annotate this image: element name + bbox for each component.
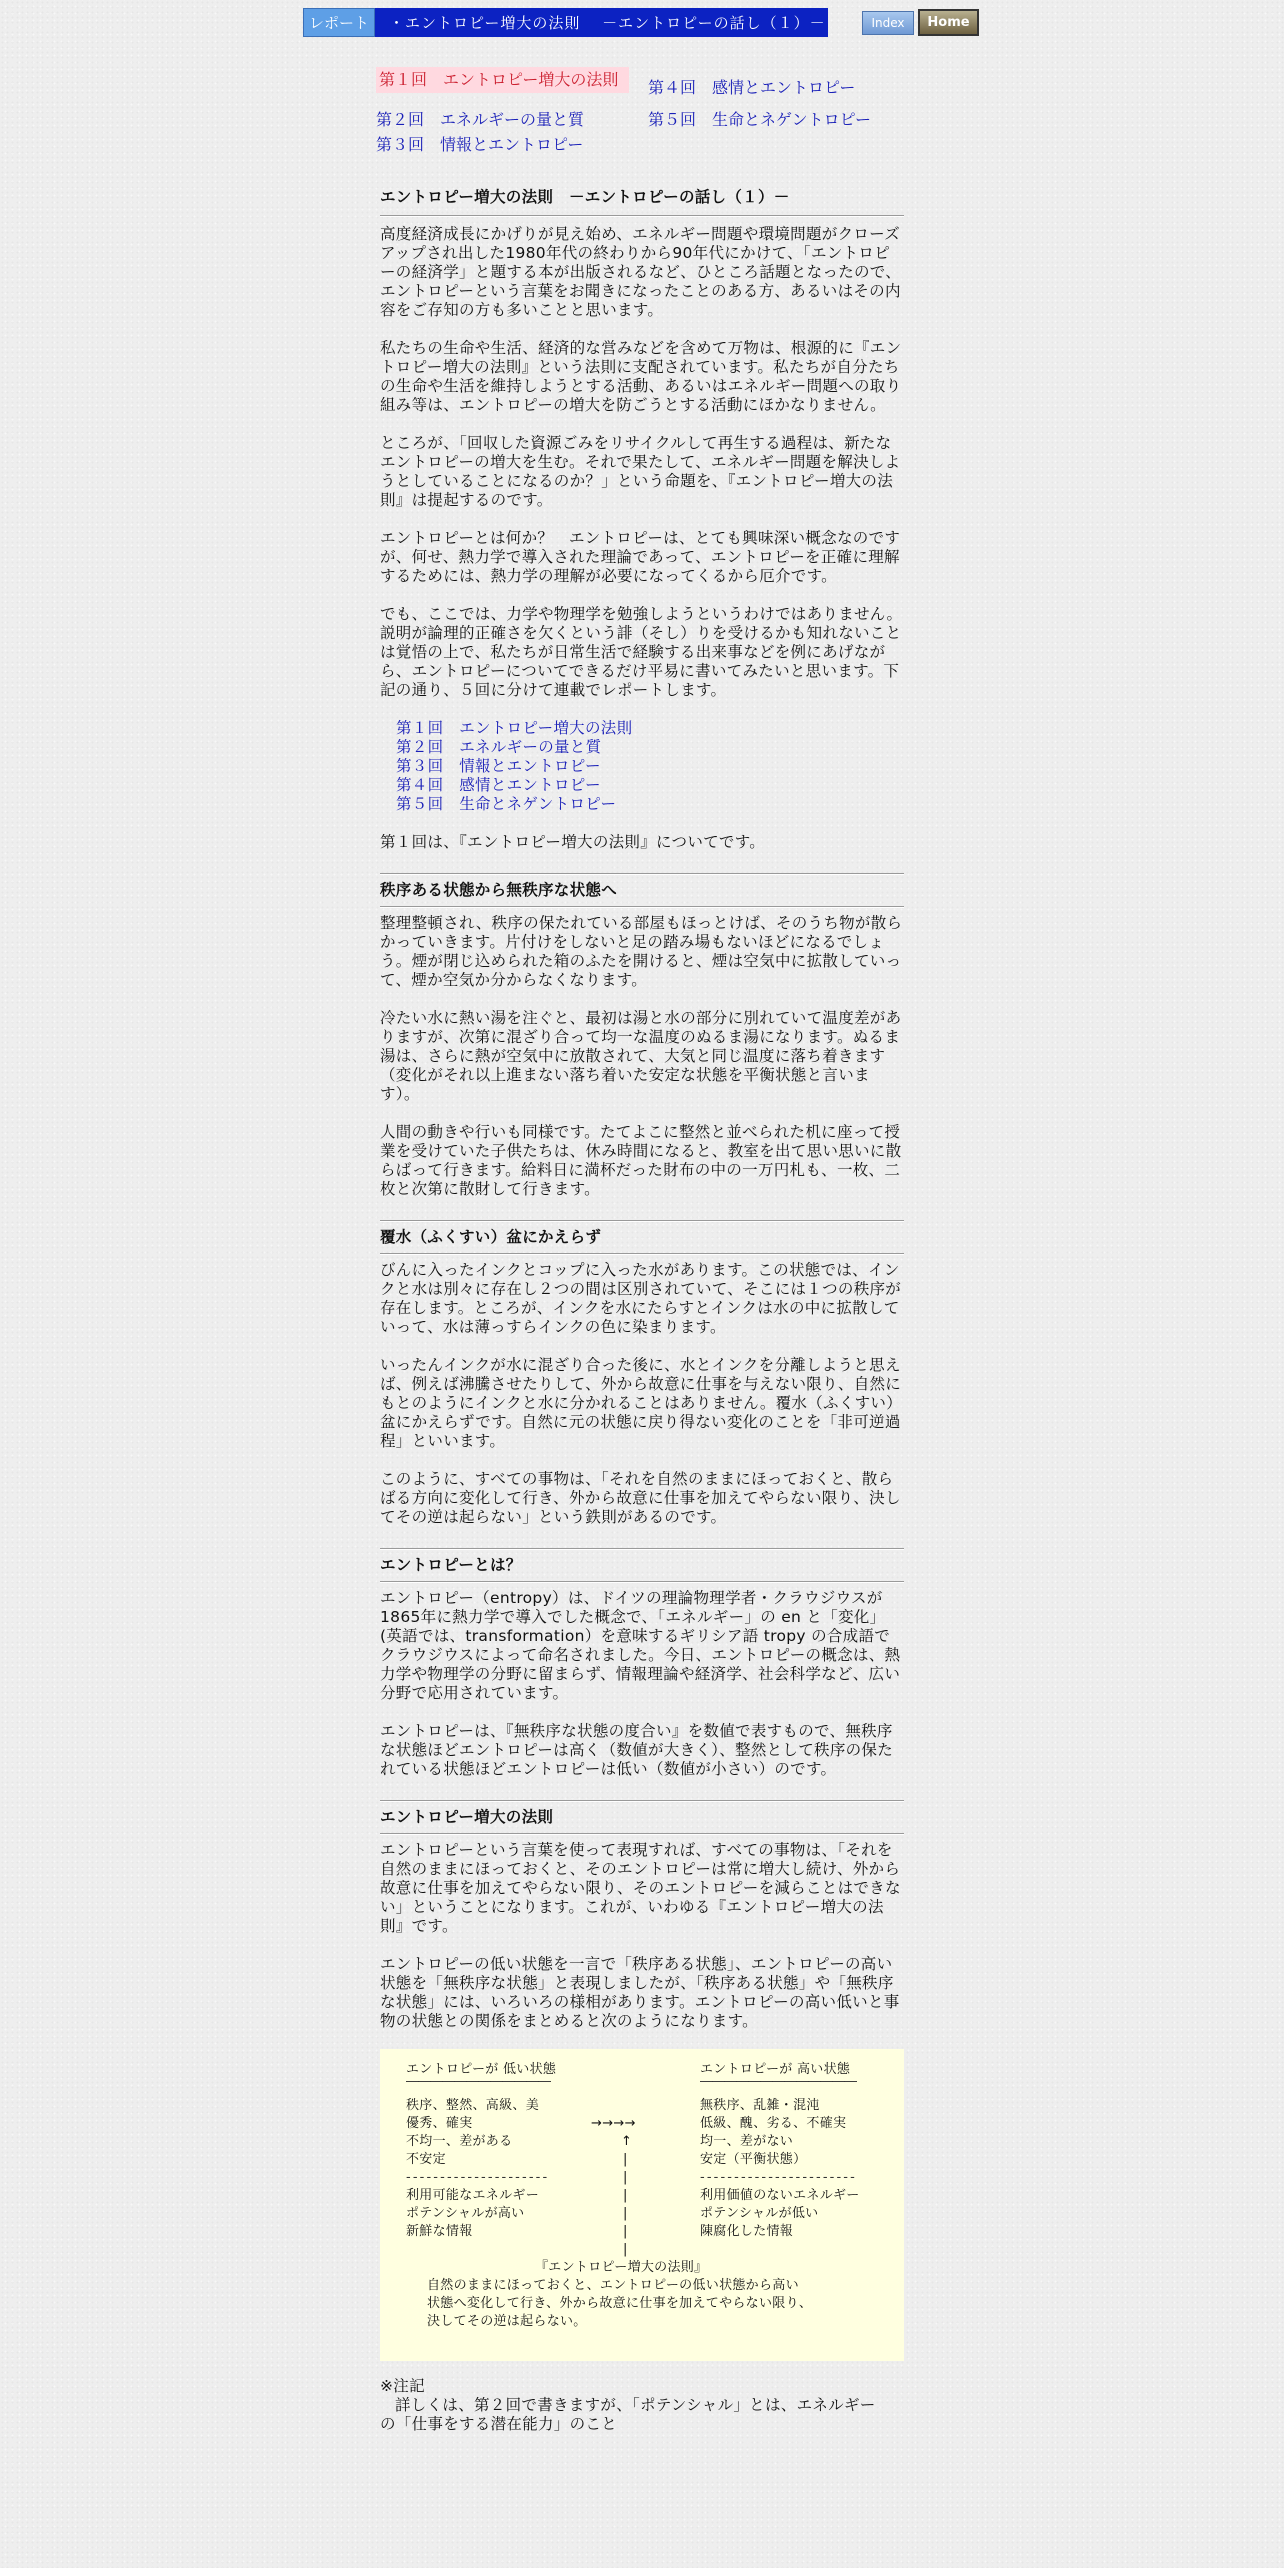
section-heading: 秩序ある状態から無秩序な状態へ [380,881,618,899]
divider [380,1548,904,1550]
vertical-line: | [623,2152,628,2167]
table-divider: - - - - - - - - - - - - - - - - - - - - - - - [700,2170,854,2185]
series-nav-item-2[interactable]: 第２回 エネルギーの量と質 [376,110,585,129]
arrow-up-icon: ↑ [621,2134,633,2149]
section-paragraph: このように、すべての事物は、「それを自然のままにほっておくと、散らばる方向に変化して行き、外から故意に仕事を加えてやらない限り、決してその逆は起らない」という鉄則があるのです。 [380,1470,901,1526]
law-title: 『エントロピー増大の法則』 [535,2260,708,2275]
toc-item[interactable]: 第１回 エントロピー増大の法則 [396,719,633,737]
table-divider: ――――――――――――― [700,2074,856,2089]
divider [380,1253,904,1255]
low-entropy-item: 新鮮な情報 [406,2224,473,2239]
divider [380,1800,904,1802]
series-nav-item-4[interactable]: 第４回 感情とエントロピー [648,78,856,97]
note-title: ※注記 [380,2377,425,2395]
toc-note: 第１回は、『エントロピー増大の法則』についてです。 [380,833,766,851]
law-line: 決してその逆は起らない。 [427,2314,587,2329]
series-nav-item-1[interactable]: 第１回 エントロピー増大の法則 [376,67,629,93]
vertical-line: | [623,2206,628,2221]
vertical-line: | [623,2242,628,2257]
intro-paragraph: でも、ここでは、力学や物理学を勉強しようというわけではありません。説明が論理的正確さを欠くという誹（そし）りを受けるかも知れないことは覚悟の上で、私たちが日常生活で経験する出来事などを例にあげながら、エントロピーについてできるだけ平易に書いてみたいと思います。下記の通り、５回に分けて連載でレポートします。 [380,605,903,699]
section-paragraph: 人間の動きや行いも同様です。たてよこに整然と並べられた机に座って授業を受けていた子供たちは、休み時間になると、教室を出て思い思いに散らばって行きます。給料日に満杯だった財布の中の一万円札も、一枚、二枚と次第に散財して行きます。 [380,1123,902,1198]
divider [380,873,904,875]
table-divider: - - - - - - - - - - - - - - - - - - - - - [406,2170,547,2185]
low-entropy-item: 不安定 [406,2152,446,2167]
intro-paragraph: 私たちの生命や生活、経済的な営みなどを含めて万物は、根源的に『エントロピー増大の法則』という法則に支配されています。私たちが自分たちの生命や生活を維持しようとする活動、あるいはエネルギー問題への取り組み等は、エントロピーの増大を防ごうとする活動にほかなりません。 [380,339,902,414]
note-text: 詳しくは、第２回で書きますが、「ポテンシャル」とは、エネルギー の「仕事をする潜在能力」のこと [380,2396,892,2433]
article-title: エントロピー増大の法則 －エントロピーの話し（１）－ [380,188,790,206]
intro-paragraph: エントロピーとは何か？ エントロピーは、とても興味深い概念なのですが、何せ、熱力学で導入された理論であって、エントロピーを正確に理解するためには、熱力学の理解が必要になってくるから厄介です。 [380,529,901,585]
high-entropy-header: エントロピーが 高い状態 [700,2062,851,2077]
toc-item[interactable]: 第４回 感情とエントロピー [396,776,601,794]
vertical-line: | [623,2170,628,2185]
high-entropy-item: 利用価値のないエネルギー [700,2188,860,2203]
low-entropy-item: 優秀、確実 [406,2116,473,2131]
high-entropy-item: 安定（平衡状態） [700,2152,807,2167]
divider [380,1833,904,1835]
report-label[interactable]: レポート [303,8,375,37]
law-line: 状態へ変化して行き、外から故意に仕事を加えてやらない限り、 [427,2296,813,2311]
section-paragraph: エントロピーという言葉を使って表現すれば、すべての事物は、「それを自然のままにほっておくと、そのエントロピーは常に増大し続け、外から故意に仕事を加えてやらない限り、そのエントロピーを減らことはできない」ということになります。これが、いわゆる『エントロピー増大の法則』です。 [380,1841,901,1935]
low-entropy-item: ポテンシャルが高い [406,2206,525,2221]
high-entropy-item: 無秩序、乱雑・混沌 [700,2098,820,2113]
table-divider: ―――――――――――― [406,2074,550,2089]
low-entropy-item: 不均一、差がある [406,2134,513,2149]
section-paragraph: 冷たい水に熱い湯を注ぐと、最初は湯と水の部分に別れていて温度差がありますが、次第に混ざり合って均一な温度のぬるま湯になります。ぬるま湯は、さらに熱が空気中に放散されて、大気と同じ温度に落ち着きます（変化がそれ以上進まない落ち着いた安定な状態を平衡状態と言います）。 [380,1009,902,1103]
section-paragraph: エントロピー（entropy）は、ドイツの理論物理学者・クラウジウスが1865年に熱力学で導入でした概念で、「エネルギー」の en と「変化」(英語では、transformation）を意味するギリシア語 tropy の合成語でクラウジウスによって命名されました。今日、エントロピーの概念は、熱力学や物理学の分野に留まらず、情報理論や経済学、社会科学など、広い分野で応用されています。 [380,1589,901,1702]
high-entropy-item: ポテンシャルが低い [700,2206,819,2221]
series-nav-item-5[interactable]: 第５回 生命とネゲントロピー [648,110,872,129]
section-paragraph: エントロピーは、『無秩序な状態の度合い』を数値で表すもので、無秩序な状態ほどエントロピーは高く（数値が大きく）、整然として秩序の保たれている状態ほどエントロピーは低い（数値が小さい）のです。 [380,1722,894,1778]
high-entropy-item: 低級、醜、劣る、不確実 [700,2116,847,2131]
low-entropy-item: 秩序、整然、高級、美 [406,2098,540,2113]
section-heading: エントロピー増大の法則 [380,1808,554,1826]
divider [380,1581,904,1583]
toc-item[interactable]: 第５回 生命とネゲントロピー [396,795,617,813]
vertical-line: | [623,2224,628,2239]
section-paragraph: いったんインクが水に混ざり合った後に、水とインクを分離しようと思えば、例えば沸騰させたりして、外から故意に仕事を与えない限り、自然にもとのようにインクと水に分かれることはありません。覆水（ふくすい）盆にかえらずです。自然に元の状態に戻り得ない変化のことを「非可逆過程」といいます。 [380,1356,903,1450]
index-button[interactable]: Index [862,11,914,35]
series-nav-item-3[interactable]: 第３回 情報とエントロピー [376,135,584,154]
home-button[interactable]: Home [918,9,979,36]
section-paragraph: エントロピーの低い状態を一言で「秩序ある状態」、エントロピーの高い状態を「無秩序な状態」と表現しましたが、「秩序ある状態」や「無秩序な状態」には、いろいろの様相があります。エントロピーの高い低いと事物の状態との関係をまとめると次のようになります。 [380,1955,900,2030]
header-bar [303,8,828,37]
vertical-line: | [623,2188,628,2203]
high-entropy-item: 均一、差がない [700,2134,794,2149]
page-title: ・エントロピー増大の法則 －エントロピーの話し（１）－ [375,8,828,37]
intro-paragraph: 高度経済成長にかげりが見え始め、エネルギー問題や環境問題がクローズアップされ出した1980年代の終わりから90年代にかけて、「エントロピーの経済学」と題する本が出版されるなど、ひところ話題となったので、エントロピーという言葉をお聞きになったことのある方、あるいはその内容をご存知の方も多いことと思います。 [380,225,902,319]
divider [380,906,904,908]
section-paragraph: 整理整頓され、秩序の保たれている部屋もほっとけば、そのうち物が散らかっていきます。片付けをしないと足の踏み場もないほどになるでしょう。煙が閉じ込められた箱のふたを開けると、煙は空気中に拡散していって、煙か空気か分からなくなります。 [380,914,903,989]
note [380,2377,904,2434]
divider [380,1220,904,1222]
low-entropy-header: エントロピーが 低い状態 [406,2062,557,2077]
high-entropy-item: 陳腐化した情報 [700,2224,794,2239]
toc-item[interactable]: 第３回 情報とエントロピー [396,757,601,775]
law-line: 自然のままにほっておくと、エントロピーの低い状態から高い [427,2278,799,2293]
toc-list [396,719,904,814]
divider [380,215,904,217]
section-heading: エントロピーとは？ [380,1556,522,1574]
section-paragraph: びんに入ったインクとコップに入った水があります。この状態では、インクと水は別々に存在し２つの間は区別されていて、そこには１つの秩序が存在します。ところが、インクを水にたらすとインクは水の中に拡散していって、水は薄っすらインクの色に染まります。 [380,1261,902,1336]
toc-item[interactable]: 第２回 エネルギーの量と質 [396,738,602,756]
intro-paragraph: ところが、「回収した資源ごみをリサイクルして再生する過程は、新たなエントロピーの増大を生む。それで果たして、エネルギー問題を解決しようとしていることになるのか？」という命題を、『エントロピー増大の法則』は提起するのです。 [380,434,901,509]
article [380,188,904,2434]
entropy-comparison-table [380,2049,904,2361]
arrow-right-icon: →→→→ [591,2116,636,2131]
low-entropy-item: 利用可能なエネルギー [406,2188,540,2203]
section-heading: 覆水（ふくすい）盆にかえらず [380,1228,602,1246]
